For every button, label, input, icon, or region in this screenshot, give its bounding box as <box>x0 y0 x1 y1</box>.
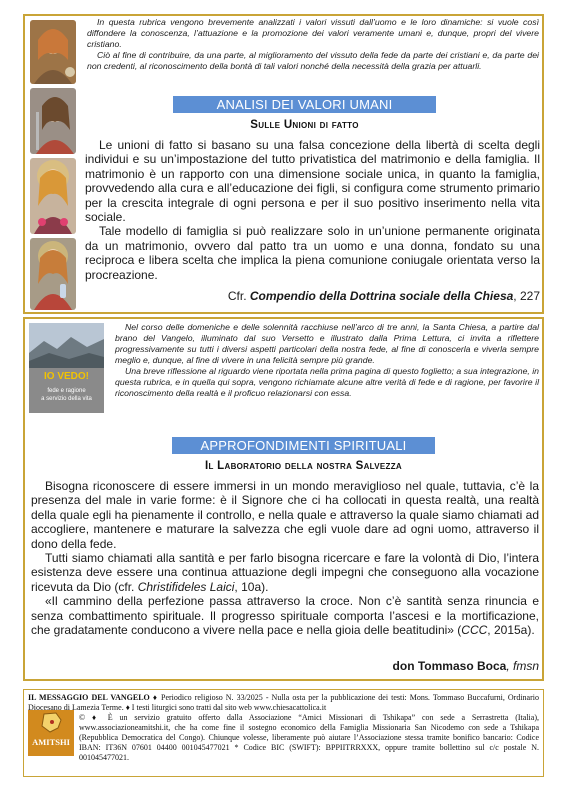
citation-title: Compendio della Dottrina sociale della Chiesa <box>249 289 514 303</box>
rubric-intro <box>87 17 539 72</box>
signature <box>275 659 539 673</box>
citation-number: , 227 <box>513 289 540 303</box>
logo-subtitle-line: fede e ragione <box>47 388 86 394</box>
map-outline-icon <box>28 710 74 736</box>
article-title: Il Laboratorio della nostra Salvezza <box>204 460 403 472</box>
io-vedo-logo <box>29 323 104 413</box>
intro-paragraph: Una breve riflessione al riguardo viene riportata nella prima pagina di questo foglietto; a sua integrazione, in questa rubrica, e in quella qui sopra, vengono richiamate alcune altre verità di fede e di ragione, per favorire il riconoscimento della realtà e il proficuo relazionarsi con essa. <box>115 366 539 398</box>
association-details: © ♦ È un servizio gratuito offerto dalla Associazione “Amici Missionari di Tshikapa” con sede a Serrastretta (Italia), www.associazioneamitshi.it, che ha come fine il sostegno economico della Famiglia Missionaria San Nicodemo con sede a Tshikapa (Repubblica Democratica del Congo). Chiunque volesse, liberamente può aiutare l’Associazione stessa tramite bonifico bancario: Codice IBAN: IT36N 07601 04400 001045477021 * Codice BIC (SWIFT): BPPIITRRXXX, oppure tramite bollettino sul c/c postale N. 001045477021. <box>79 713 539 762</box>
publication-footer <box>23 689 544 777</box>
paragraph-text: Tutti siamo chiamati alla santità e per farlo bisogna ricercare e fare la volontà di Dio, l’intera esistenza deve essere una continua attuazione degli impegni che conseguono alla vocazione ricevuta da Dio (cfr. <box>31 551 539 594</box>
paragraph-text: , 2015a). <box>487 623 535 638</box>
saint-portrait-3-icon <box>30 158 76 234</box>
spiritual-insights-box <box>23 317 544 681</box>
saint-portrait-2-icon <box>30 88 76 154</box>
footer-info <box>28 693 539 713</box>
reference-title: Christifideles Laici <box>137 579 235 594</box>
saint-portrait-4-icon <box>30 238 76 310</box>
amitshi-label: AMITSHI <box>32 737 70 747</box>
rubric-intro <box>115 322 539 399</box>
intro-paragraph: Nel corso delle domeniche e delle solennità racchiuse nell’arco di tre anni, la Santa Chiesa, a partire dal brano del Vangelo, illuminato dal suo Versetto e illustrato dalla Prima Lettura, ci invita a riflettere progressivamente su tutti i diversi aspetti particolari della nostra fede, al fine di conoscerla e viverla sempre meglio e, dunque, al fine di vivere in una felicità sempre più grande. <box>115 322 539 365</box>
human-values-box <box>23 14 544 314</box>
amitshi-logo <box>28 710 74 756</box>
section-title: APPROFONDIMENTI SPIRITUALI <box>172 437 435 454</box>
logo-title: IO VEDO! <box>43 371 89 382</box>
citation <box>225 289 540 303</box>
footer-association <box>79 713 539 763</box>
logo-subtitle-line: a servizio della vita <box>41 396 92 402</box>
paragraph-text: «Il cammino della perfezione passa attraverso la croce. Non c’è santità senza rinuncia e senza combattimento spirituale. Il progresso spirituale comporta l’ascesi e la mortificazione, che gradatamente conducono a vivere nella pace e nella gioia delle beatitudini» ( <box>31 594 539 638</box>
mountain-landscape-icon <box>29 323 104 368</box>
author-order: , fmsn <box>506 659 539 673</box>
paragraph-text: , 10a). <box>234 579 269 594</box>
section-title: ANALISI DEI VALORI UMANI <box>173 96 436 113</box>
publication-name: IL MESSAGGIO DEL VANGELO <box>28 693 150 702</box>
intro-paragraph: Ciò al fine di contribuire, da una parte, al miglioramento del vissuto della fede da parte dei cristiani e, da parte dei non credenti, al riconoscimento della bontà di tali valori nonché della necessità della grazia per attuarli. <box>87 50 539 71</box>
article-paragraph <box>31 551 539 594</box>
reference-title: CCC <box>461 623 488 638</box>
article-paragraph: Bisogna riconoscere di essere immersi in un mondo meraviglioso nel quale, tuttavia, c’è la presenza del male in varie forme: è il Signore che ci ha collocati in questa realtà, una realtà della quale egli ha pienamente il controllo, e nella quale e attraverso la quale siamo chiamati ad accogliere, mantenere e maturare la salvezza che egli vuole dare ad ogni uomo, attraverso il dono della fede. <box>31 479 539 551</box>
article-body <box>31 479 539 637</box>
article-paragraph: Le unioni di fatto si basano su una falsa concezione della libertà di scelta degli individui e su un’impostazione del tutto privatistica del matrimonio e della famiglia. Il matrimonio è un rapporto con una dimensione sociale unica, in quanto la famiglia, provvedendo alla cura e all’educazione dei figli, si configura come strumento primario per la crescita integrale di ogni persona e per il suo positivo inserimento nella vita sociale. <box>85 138 540 225</box>
logo-subtitle <box>29 387 104 403</box>
citation-prefix: Cfr. <box>227 289 247 303</box>
intro-paragraph: In questa rubrica vengono brevemente analizzati i valori vissuti dall’uomo e le loro dinamiche: si vuole così diffondere la conoscenza, l’attuazione e la promozione dei valori veramente umani e, dunque, propri del vivere cristiano. <box>87 17 539 49</box>
article-body <box>85 138 540 282</box>
publication-details: ♦ Periodico religioso N. 33/2025 - Nulla osta per la pubblicazione dei testi: Mons. Tommaso Buccafurni, Ordinario Diocesano di Lamezia Terme. ♦ I testi liturgici sono tratti dal sito web www.chiesacattolica.it <box>28 693 539 712</box>
author-name: don Tommaso Boca <box>392 659 507 673</box>
article-paragraph: Tale modello di famiglia si può realizzare solo in un’unione permanente originata da un matrimonio, ovvero dal patto tra un uomo e una donna, fondato su una reciproca e libera scelta che implica la piena comunione coniugale orientata verso la procreazione. <box>85 224 540 282</box>
article-paragraph <box>31 594 539 637</box>
saint-portrait-1-icon <box>30 20 76 84</box>
article-title: Sulle Unioni di fatto <box>250 119 359 131</box>
